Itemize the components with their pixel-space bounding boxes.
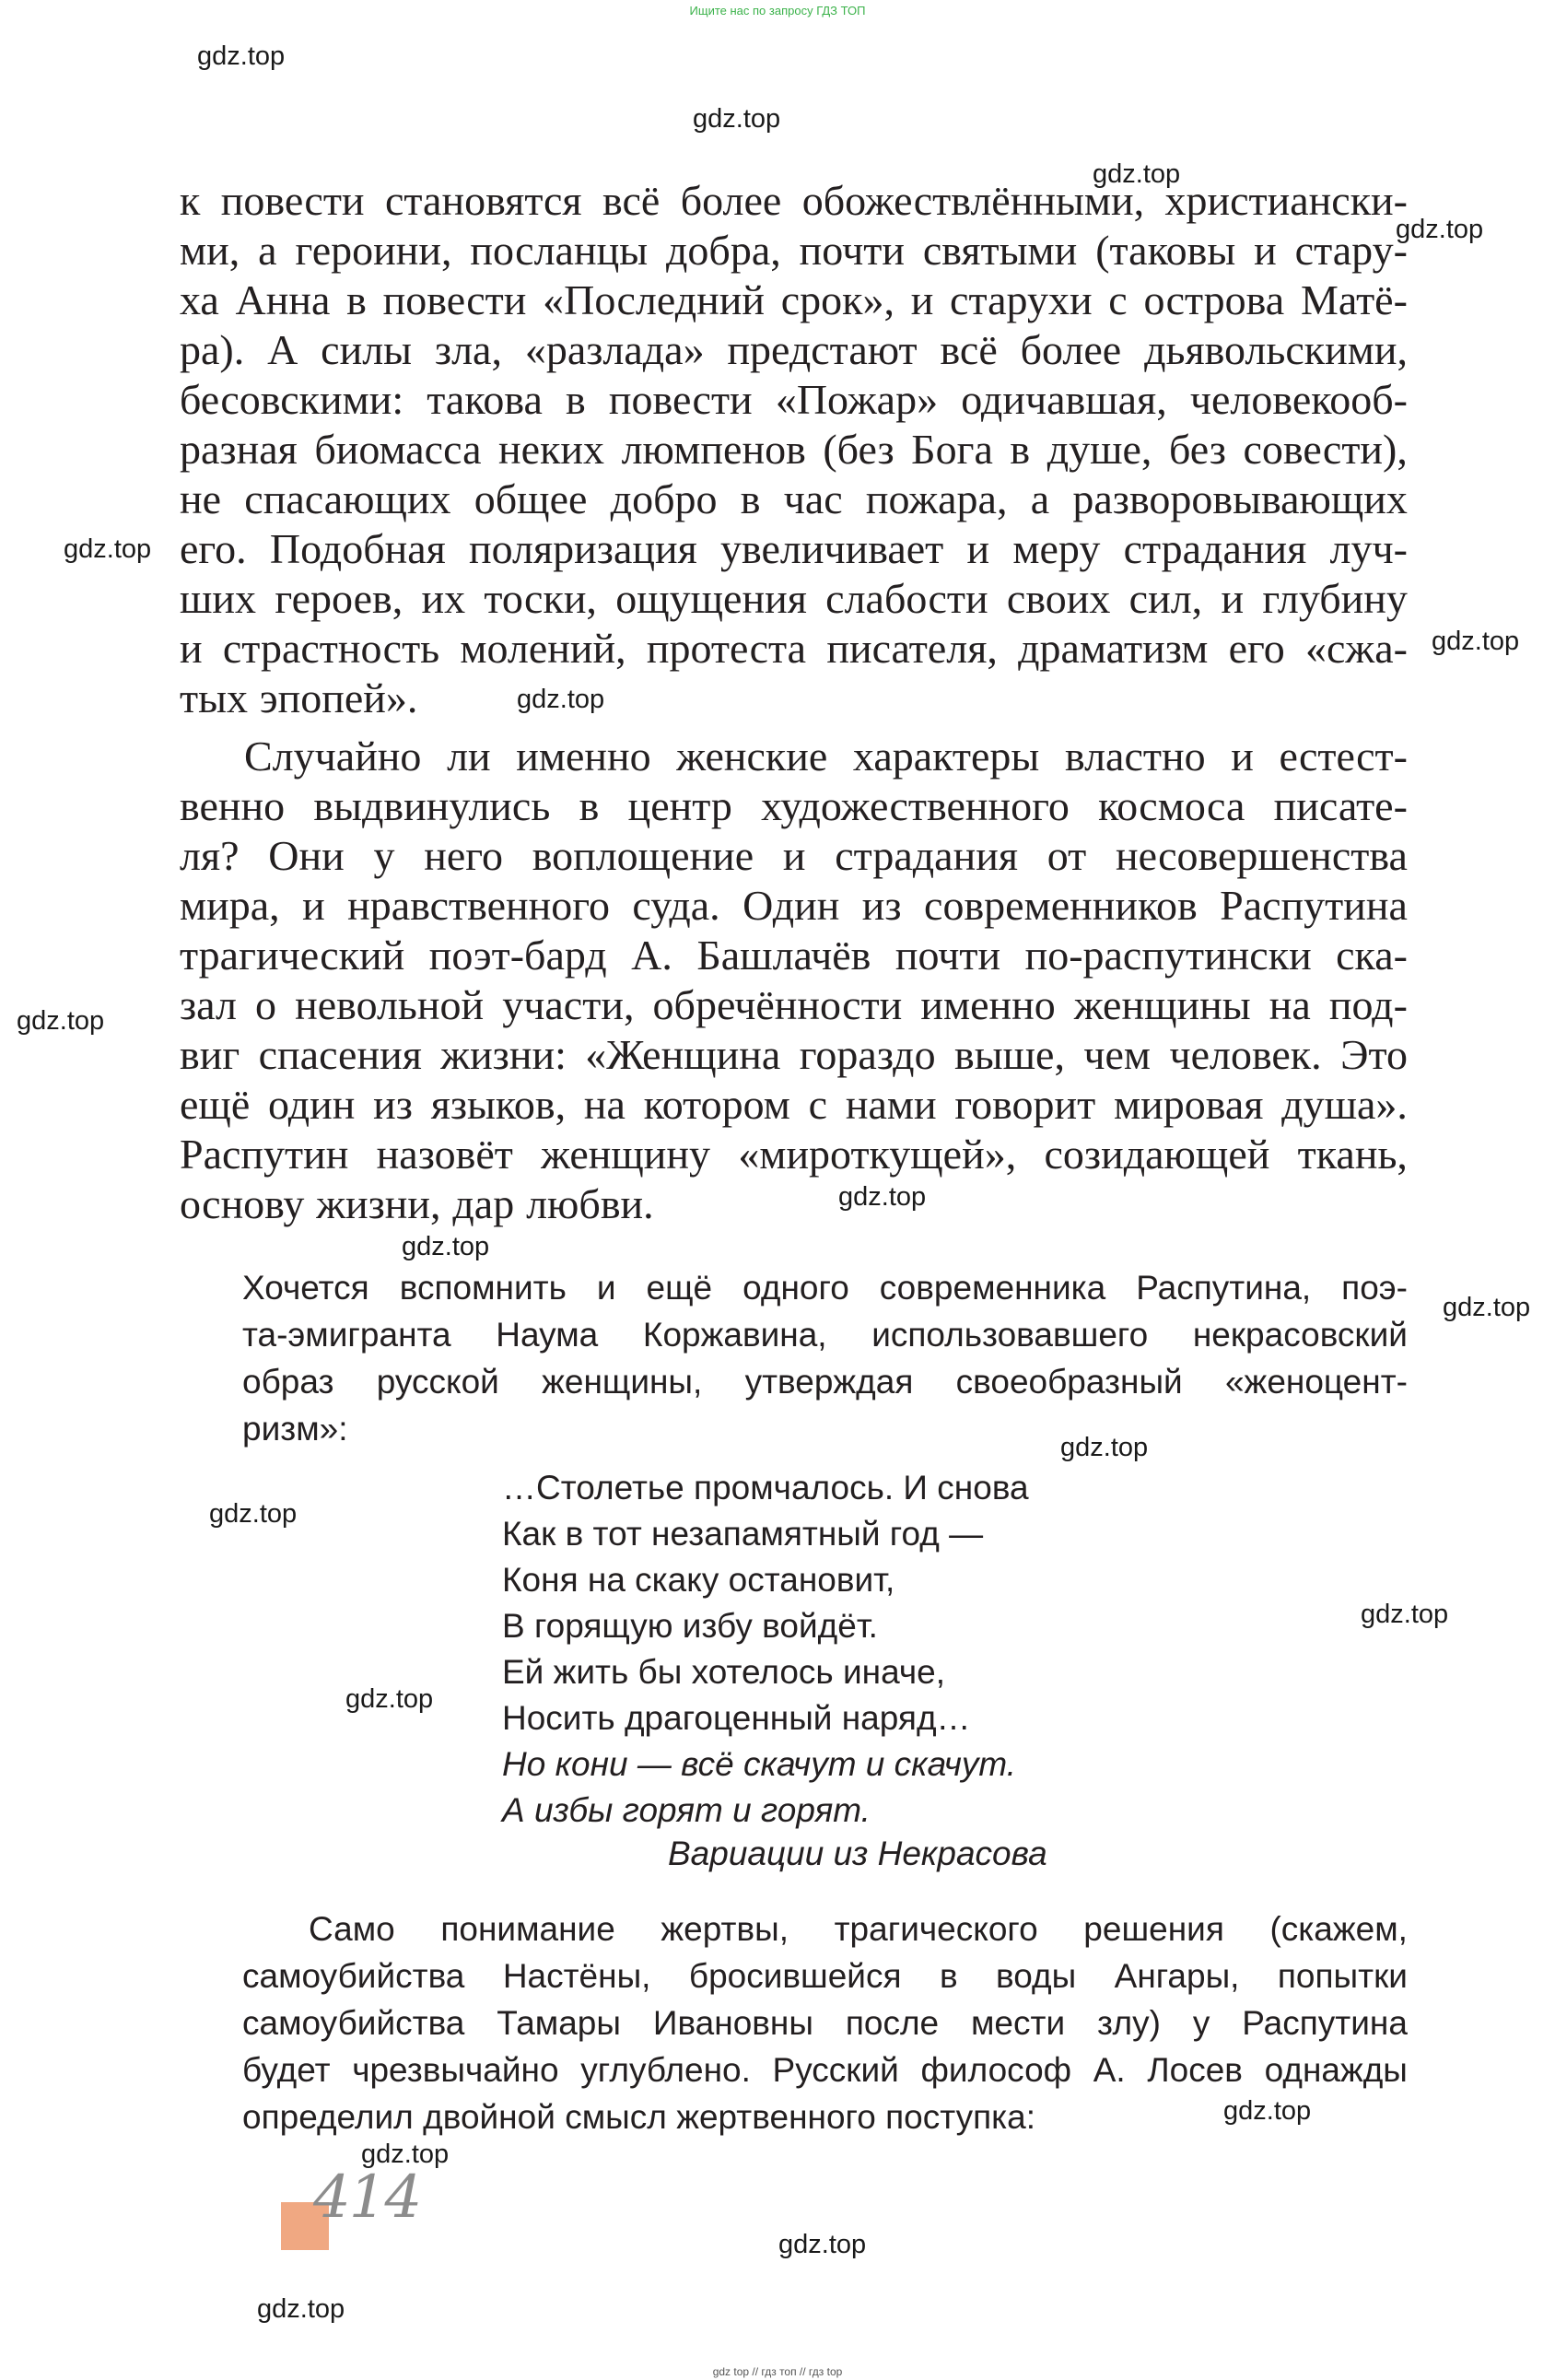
text-line <box>180 524 1408 574</box>
word: та-эмигранта <box>242 1316 451 1354</box>
word: Они <box>268 832 345 879</box>
word: воплощение <box>532 832 754 879</box>
text-line <box>180 1080 1408 1130</box>
watermark: gdz.top <box>1432 627 1520 656</box>
word: и <box>782 832 806 879</box>
word: ми, <box>180 227 240 274</box>
watermark: gdz.top <box>838 1182 927 1212</box>
poem-line: …Столетье промчалось. И снова <box>502 1469 1029 1507</box>
text-line <box>180 425 1408 475</box>
word: сил, <box>1128 575 1203 622</box>
word: ска- <box>1336 932 1408 979</box>
word: эпопей». <box>259 674 418 721</box>
word: душе, <box>1046 426 1152 473</box>
watermark: gdz.top <box>197 41 286 71</box>
word: ризм»: <box>242 1410 348 1448</box>
word: Один <box>742 882 840 929</box>
word: Это <box>1340 1031 1408 1078</box>
word: без <box>1168 426 1226 473</box>
watermark: gdz.top <box>1443 1293 1531 1322</box>
word: чем <box>1083 1031 1152 1078</box>
word: героев, <box>275 575 403 622</box>
word: «разлада» <box>524 326 705 373</box>
word: почти <box>799 227 905 274</box>
word: самоубийства <box>242 2004 465 2042</box>
word: и <box>180 625 203 672</box>
footer-banner: gdz top // гдз топ // гдз top <box>712 2365 843 2378</box>
word: Матё- <box>1300 276 1408 323</box>
word: Случайно <box>244 733 422 780</box>
watermark: gdz.top <box>517 685 605 714</box>
word: ля? <box>180 832 240 879</box>
word: страстность <box>222 625 440 672</box>
text-line <box>180 831 1408 881</box>
word: женщину <box>541 1131 711 1178</box>
word: жертвы, <box>661 1910 789 1948</box>
word: у <box>373 832 395 879</box>
text-line <box>180 1030 1408 1080</box>
word: христиански- <box>1164 177 1408 224</box>
word: художественного <box>761 782 1070 829</box>
word: воды <box>996 1957 1077 1995</box>
word: его. <box>180 525 247 572</box>
word: люмпенов <box>621 426 806 473</box>
word: ха <box>180 276 219 323</box>
word: Распутин <box>180 1131 349 1178</box>
watermark: gdz.top <box>1093 159 1181 189</box>
word: (без <box>823 426 894 473</box>
word: участи, <box>502 981 635 1028</box>
word: чрезвычайно <box>352 2051 559 2089</box>
word: мести <box>970 2004 1066 2042</box>
paragraph-2 <box>180 732 1408 1229</box>
word: (таковы <box>1095 227 1236 274</box>
word: человек. <box>1169 1031 1322 1078</box>
word: зла, <box>434 326 502 373</box>
word: писате- <box>1273 782 1408 829</box>
watermark: gdz.top <box>209 1499 298 1529</box>
word: ещё <box>180 1081 251 1128</box>
watermark: gdz.top <box>1361 1600 1449 1629</box>
word: страдания <box>835 832 1018 879</box>
word: углублено. <box>580 2051 751 2089</box>
word: глубину <box>1262 575 1408 622</box>
word: невольной <box>295 981 485 1028</box>
word: и <box>966 525 990 572</box>
word: утверждая <box>744 1363 914 1401</box>
word: тых <box>180 674 249 721</box>
word: его <box>1228 625 1285 672</box>
word: в <box>566 376 586 423</box>
word: жизни: <box>440 1031 567 1078</box>
word: увеличивает <box>720 525 944 572</box>
word: ткань, <box>1297 1131 1408 1178</box>
word: назовёт <box>376 1131 513 1178</box>
word: именно <box>516 733 651 780</box>
word: самоубийства <box>242 1957 465 1995</box>
word: не <box>180 475 222 522</box>
word: Подобная <box>269 525 446 572</box>
word: современника <box>879 1269 1106 1307</box>
word: трагического <box>834 1910 1038 1948</box>
word: в <box>579 782 600 829</box>
word: нами <box>845 1081 937 1128</box>
word: в <box>1010 426 1031 473</box>
word: святыми <box>922 227 1078 274</box>
paragraph-3 <box>242 1264 1408 1452</box>
text-line <box>242 2046 1408 2093</box>
word: и <box>1231 733 1254 780</box>
poem-line: Носить драгоценный наряд… <box>502 1699 971 1737</box>
word: добро <box>610 475 718 522</box>
poem-caption: Вариации из Некрасова <box>668 1835 1047 1872</box>
word: «Пожар» <box>775 376 939 423</box>
word: Хочется <box>242 1269 369 1307</box>
text-line <box>180 276 1408 325</box>
word: Наума <box>496 1316 599 1354</box>
word: зал <box>180 981 237 1028</box>
word: Бога <box>911 426 993 473</box>
word: совести), <box>1243 426 1408 473</box>
poem <box>502 1465 1029 1834</box>
word: злу) <box>1097 2004 1161 2042</box>
text-line <box>180 674 1408 723</box>
word: а <box>1030 475 1050 522</box>
word: писателя, <box>826 625 998 672</box>
word: понимание <box>440 1910 615 1948</box>
word: именно <box>920 981 1056 1028</box>
word: выдвинулись <box>313 782 551 829</box>
poem-line: Коня на скаку остановит, <box>502 1561 895 1599</box>
word: современников <box>924 882 1198 929</box>
text-line <box>180 624 1408 674</box>
watermark: gdz.top <box>64 534 152 564</box>
word: стару- <box>1294 227 1408 274</box>
word: языков, <box>430 1081 567 1128</box>
text-line <box>180 881 1408 931</box>
word: мировая <box>1113 1081 1264 1128</box>
word: «Женщина <box>585 1031 781 1078</box>
word: неких <box>498 426 605 473</box>
word: предстают <box>727 326 918 373</box>
word: Анна <box>235 276 331 323</box>
word: под- <box>1328 981 1408 1028</box>
word: Распутина <box>1242 2004 1408 2042</box>
watermark: gdz.top <box>1396 215 1484 244</box>
word: ра). <box>180 326 245 373</box>
word: от <box>1046 832 1087 879</box>
word: и <box>1221 575 1245 622</box>
word: Распутина <box>1220 882 1408 929</box>
word: повести <box>220 177 365 224</box>
word: и <box>596 1269 616 1307</box>
word: биомасса <box>314 426 482 473</box>
paragraph-1 <box>180 176 1408 723</box>
word: человекооб- <box>1189 376 1408 423</box>
word: обречённости <box>652 981 903 1028</box>
watermark: gdz.top <box>778 2230 867 2259</box>
word: срок», <box>780 276 894 323</box>
word: ещё <box>646 1269 713 1307</box>
word: несовершенства <box>1115 832 1408 879</box>
text-line <box>180 980 1408 1030</box>
word: всё <box>602 177 661 224</box>
text-line <box>180 226 1408 276</box>
word: будет <box>242 2051 331 2089</box>
word: Коржавина, <box>642 1316 827 1354</box>
word: и <box>910 276 934 323</box>
text-line <box>180 732 1408 781</box>
word: Тамары <box>497 2004 621 2042</box>
watermark: gdz.top <box>361 2140 450 2169</box>
word: своих <box>1006 575 1111 622</box>
word: мира, <box>180 882 280 929</box>
text-line <box>180 176 1408 226</box>
word: А. <box>1093 2051 1126 2089</box>
word: молений, <box>460 625 626 672</box>
word: старухи <box>950 276 1093 323</box>
word: женские <box>676 733 828 780</box>
word: Башлачёв <box>696 932 871 979</box>
word: луч- <box>1329 525 1408 572</box>
word: драматизм <box>1018 625 1209 672</box>
word: женщины, <box>542 1363 703 1401</box>
word: трагический <box>180 932 405 979</box>
word: «сжа- <box>1305 625 1408 672</box>
text-line <box>180 931 1408 980</box>
word: дар <box>452 1180 515 1227</box>
word: образ <box>242 1363 334 1401</box>
word: героини, <box>295 227 452 274</box>
text-line <box>180 375 1408 425</box>
word: повести <box>608 376 753 423</box>
poem-line: Как в тот незапамятный год — <box>502 1515 984 1553</box>
word: после <box>845 2004 940 2042</box>
word: силы <box>321 326 413 373</box>
text-line <box>242 1999 1408 2046</box>
word: Ангары, <box>1114 1957 1240 1995</box>
word: добра, <box>666 227 781 274</box>
word: «Последний <box>543 276 765 323</box>
word: спасающих <box>244 475 451 522</box>
word: центр <box>627 782 732 829</box>
word: бесовскими: <box>180 376 404 423</box>
text-line <box>242 1952 1408 1999</box>
word: час <box>783 475 843 522</box>
word: страдания <box>1123 525 1307 572</box>
word: Ивановны <box>652 2004 813 2042</box>
watermark: gdz.top <box>1223 2096 1312 2126</box>
word: обожествлёнными, <box>801 177 1145 224</box>
word: тоски, <box>484 575 597 622</box>
word: по-распутински <box>1024 932 1312 979</box>
word: космоса <box>1098 782 1245 829</box>
word: определил <box>242 2098 414 2136</box>
word: смысл <box>565 2098 667 2136</box>
text-line <box>242 1905 1408 1952</box>
word: основу <box>180 1180 305 1227</box>
word: суда. <box>632 882 720 929</box>
word: Само <box>309 1910 395 1948</box>
word: к <box>180 177 201 224</box>
word: протеста <box>646 625 807 672</box>
word: на <box>583 1081 626 1128</box>
word: поэ- <box>1341 1269 1408 1307</box>
word: венно <box>180 782 286 829</box>
word: него <box>424 832 503 879</box>
text-line <box>180 1179 1408 1229</box>
word: разворовывающих <box>1072 475 1408 522</box>
word: двойной <box>423 2098 555 2136</box>
word: пожара, <box>865 475 1008 522</box>
word: слабости <box>825 575 988 622</box>
word: «мироткущей», <box>738 1131 1017 1178</box>
text-line <box>242 1311 1408 1358</box>
word: в <box>346 276 367 323</box>
word: становятся <box>384 177 582 224</box>
word: однажды <box>1264 2051 1408 2089</box>
word: меру <box>1012 525 1101 572</box>
word: А. <box>631 932 672 979</box>
word: почти <box>894 932 1001 979</box>
word: более <box>1020 326 1122 373</box>
word: естест- <box>1279 733 1408 780</box>
word: из <box>373 1081 413 1128</box>
text-line <box>180 1130 1408 1179</box>
word: душа». <box>1281 1081 1408 1128</box>
word: поляризация <box>469 525 697 572</box>
word: некрасовский <box>1192 1316 1408 1354</box>
word: поступка: <box>885 2098 1036 2136</box>
word: у <box>1192 2004 1210 2042</box>
word: выше, <box>953 1031 1065 1078</box>
word: ли <box>447 733 491 780</box>
word: на <box>1269 981 1311 1028</box>
word: властно <box>1064 733 1206 780</box>
word: а <box>258 227 277 274</box>
word: Лосев <box>1147 2051 1243 2089</box>
word: попытки <box>1277 1957 1408 1995</box>
watermark: gdz.top <box>693 104 781 134</box>
word: такова <box>427 376 543 423</box>
word: посланцы <box>470 227 649 274</box>
text-line <box>242 1405 1408 1452</box>
text-line <box>242 1358 1408 1405</box>
word: А <box>267 326 298 373</box>
word: своеобразный <box>955 1363 1183 1401</box>
word: спасения <box>258 1031 422 1078</box>
poem-line: Ей жить бы хотелось иначе, <box>502 1653 945 1691</box>
watermark: gdz.top <box>345 1684 434 1714</box>
word: решения <box>1083 1910 1224 1948</box>
word: философ <box>920 2051 1072 2089</box>
word: «женоцент- <box>1224 1363 1408 1401</box>
text-line <box>180 325 1408 375</box>
word: созидающей <box>1044 1131 1270 1178</box>
text-line <box>180 574 1408 624</box>
poem-line: Но кони — всё скачут и скачут. <box>502 1745 1017 1783</box>
text-line <box>242 1264 1408 1311</box>
word: ших <box>180 575 257 622</box>
word: русской <box>376 1363 499 1401</box>
word: жизни, <box>316 1180 441 1227</box>
top-banner: Ищите нас по запросу ГДЗ ТОП <box>689 4 866 18</box>
word: котором <box>643 1081 790 1128</box>
word: в <box>939 1957 958 1995</box>
word: повести <box>382 276 527 323</box>
word: виг <box>180 1031 240 1078</box>
word: характеры <box>852 733 1040 780</box>
word: о <box>255 981 277 1028</box>
word: нравственного <box>347 882 610 929</box>
word: ощущения <box>615 575 807 622</box>
word: более <box>680 177 782 224</box>
word: любви. <box>526 1180 654 1227</box>
watermark: gdz.top <box>17 1006 105 1036</box>
word: дьявольскими, <box>1144 326 1408 373</box>
poem-line: А избы горят и горят. <box>502 1791 871 1829</box>
word: и <box>302 882 325 929</box>
word: говорит <box>954 1081 1096 1128</box>
word: Настёны, <box>502 1957 651 1995</box>
poem-line: В горящую избу войдёт. <box>502 1607 878 1645</box>
word: гораздо <box>799 1031 936 1078</box>
word: общее <box>474 475 588 522</box>
text-line <box>180 475 1408 524</box>
word: бросившейся <box>688 1957 902 1995</box>
word: вспомнить <box>399 1269 567 1307</box>
word: и <box>1254 227 1277 274</box>
watermark: gdz.top <box>402 1232 490 1261</box>
word: с <box>1108 276 1128 323</box>
word: с <box>808 1081 828 1128</box>
word: использовавшего <box>871 1316 1149 1354</box>
word: одного <box>742 1269 849 1307</box>
word: одичавшая, <box>961 376 1167 423</box>
page-number: 414 <box>313 2163 421 2232</box>
word: из <box>861 882 902 929</box>
watermark: gdz.top <box>1060 1433 1149 1462</box>
word: Русский <box>772 2051 899 2089</box>
word: один <box>268 1081 356 1128</box>
text-line <box>180 781 1408 831</box>
word: разная <box>180 426 298 473</box>
watermark: gdz.top <box>257 2294 345 2324</box>
word: женщины <box>1073 981 1251 1028</box>
word: жертвенного <box>676 2098 876 2136</box>
word: острова <box>1143 276 1285 323</box>
word: в <box>740 475 761 522</box>
word: (скажем, <box>1269 1910 1408 1948</box>
word: их <box>421 575 466 622</box>
word: Распутина, <box>1136 1269 1312 1307</box>
word: поэт-бард <box>428 932 607 979</box>
word: всё <box>940 326 998 373</box>
